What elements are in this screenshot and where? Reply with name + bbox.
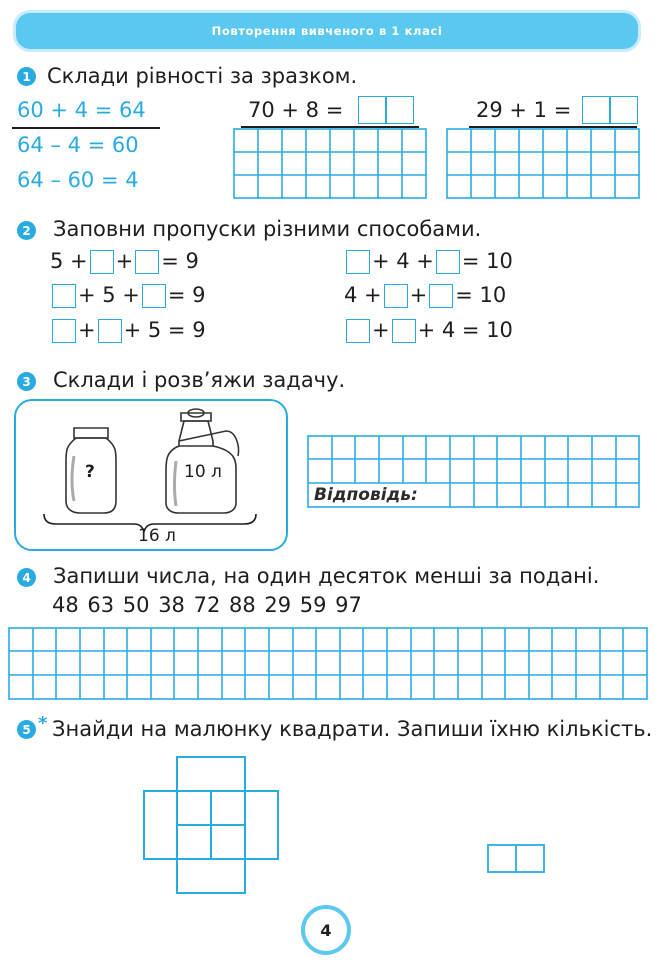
blank-box[interactable] bbox=[429, 284, 453, 308]
fill-equation-right-2: 4 + + = 10 bbox=[344, 283, 507, 307]
blank-box[interactable] bbox=[392, 319, 416, 343]
fill-equation-left-3: + + 5 = 9 bbox=[50, 318, 206, 343]
task-4-grid[interactable] bbox=[8, 627, 648, 700]
task-4-instruction: Запиши числа, на один десяток менші за подані. bbox=[53, 564, 600, 588]
task-3-number-badge: 3 bbox=[17, 372, 36, 391]
answer-grid-1[interactable] bbox=[233, 128, 427, 199]
page-number: 4 bbox=[301, 905, 351, 955]
task-1-number-badge: 1 bbox=[17, 67, 36, 86]
blank-box[interactable] bbox=[135, 250, 159, 274]
task-5-instruction: Знайди на малюнку квадрати. Запиши їхню кількість. bbox=[52, 717, 653, 741]
can-volume-label: 10 л bbox=[184, 462, 222, 482]
task-3-instruction: Склади і розв’яжи задачу. bbox=[53, 368, 346, 392]
prompt-equation-2: 29 + 1 = bbox=[476, 98, 572, 122]
task-1-instruction: Склади рівності за зразком. bbox=[47, 64, 358, 88]
blank-box[interactable] bbox=[52, 319, 76, 343]
blank-box[interactable] bbox=[52, 284, 76, 308]
fill-equation-left-2: + 5 + = 9 bbox=[50, 283, 206, 308]
total-volume-label: 16 л bbox=[138, 526, 176, 546]
fill-equation-right-3: + + 4 = 10 bbox=[344, 318, 513, 343]
section-title: Повторення вивченого в 1 класі bbox=[211, 24, 443, 38]
jar-unknown-label: ? bbox=[85, 462, 95, 482]
blank-box[interactable] bbox=[436, 250, 460, 274]
blank-box[interactable] bbox=[346, 250, 370, 274]
answer-box-2[interactable] bbox=[582, 96, 638, 124]
example-equation-3: 64 – 60 = 4 bbox=[17, 168, 139, 192]
fill-equation-right-1: + 4 + = 10 bbox=[344, 249, 513, 274]
answer-box-1[interactable] bbox=[358, 96, 414, 124]
squares-figure bbox=[140, 755, 282, 897]
section-title-banner bbox=[16, 13, 638, 49]
answer-grid-2[interactable] bbox=[446, 128, 640, 199]
example-equation-1: 60 + 4 = 64 bbox=[17, 98, 146, 122]
answer-cells[interactable] bbox=[487, 844, 545, 873]
blank-box[interactable] bbox=[346, 319, 370, 343]
task-2-instruction: Заповни пропуски різними способами. bbox=[53, 217, 482, 241]
example-underline bbox=[12, 127, 160, 129]
fill-equation-left-1: 5 + + = 9 bbox=[50, 249, 199, 273]
blank-box[interactable] bbox=[384, 284, 408, 308]
task-5-number-badge: 5 bbox=[17, 720, 36, 739]
blank-box[interactable] bbox=[90, 250, 114, 274]
task-4-numbers: 48 63 50 38 72 88 29 59 97 bbox=[52, 593, 362, 617]
task-2-number-badge: 2 bbox=[17, 221, 36, 240]
bonus-star: * bbox=[38, 713, 48, 734]
blank-box[interactable] bbox=[98, 319, 122, 343]
answer-label: Відповідь: bbox=[314, 485, 418, 505]
example-equation-2: 64 – 4 = 60 bbox=[17, 133, 139, 157]
task-4-number-badge: 4 bbox=[17, 568, 36, 587]
prompt-equation-1: 70 + 8 = bbox=[248, 98, 344, 122]
problem-illustration-frame bbox=[14, 399, 288, 551]
blank-box[interactable] bbox=[142, 284, 166, 308]
